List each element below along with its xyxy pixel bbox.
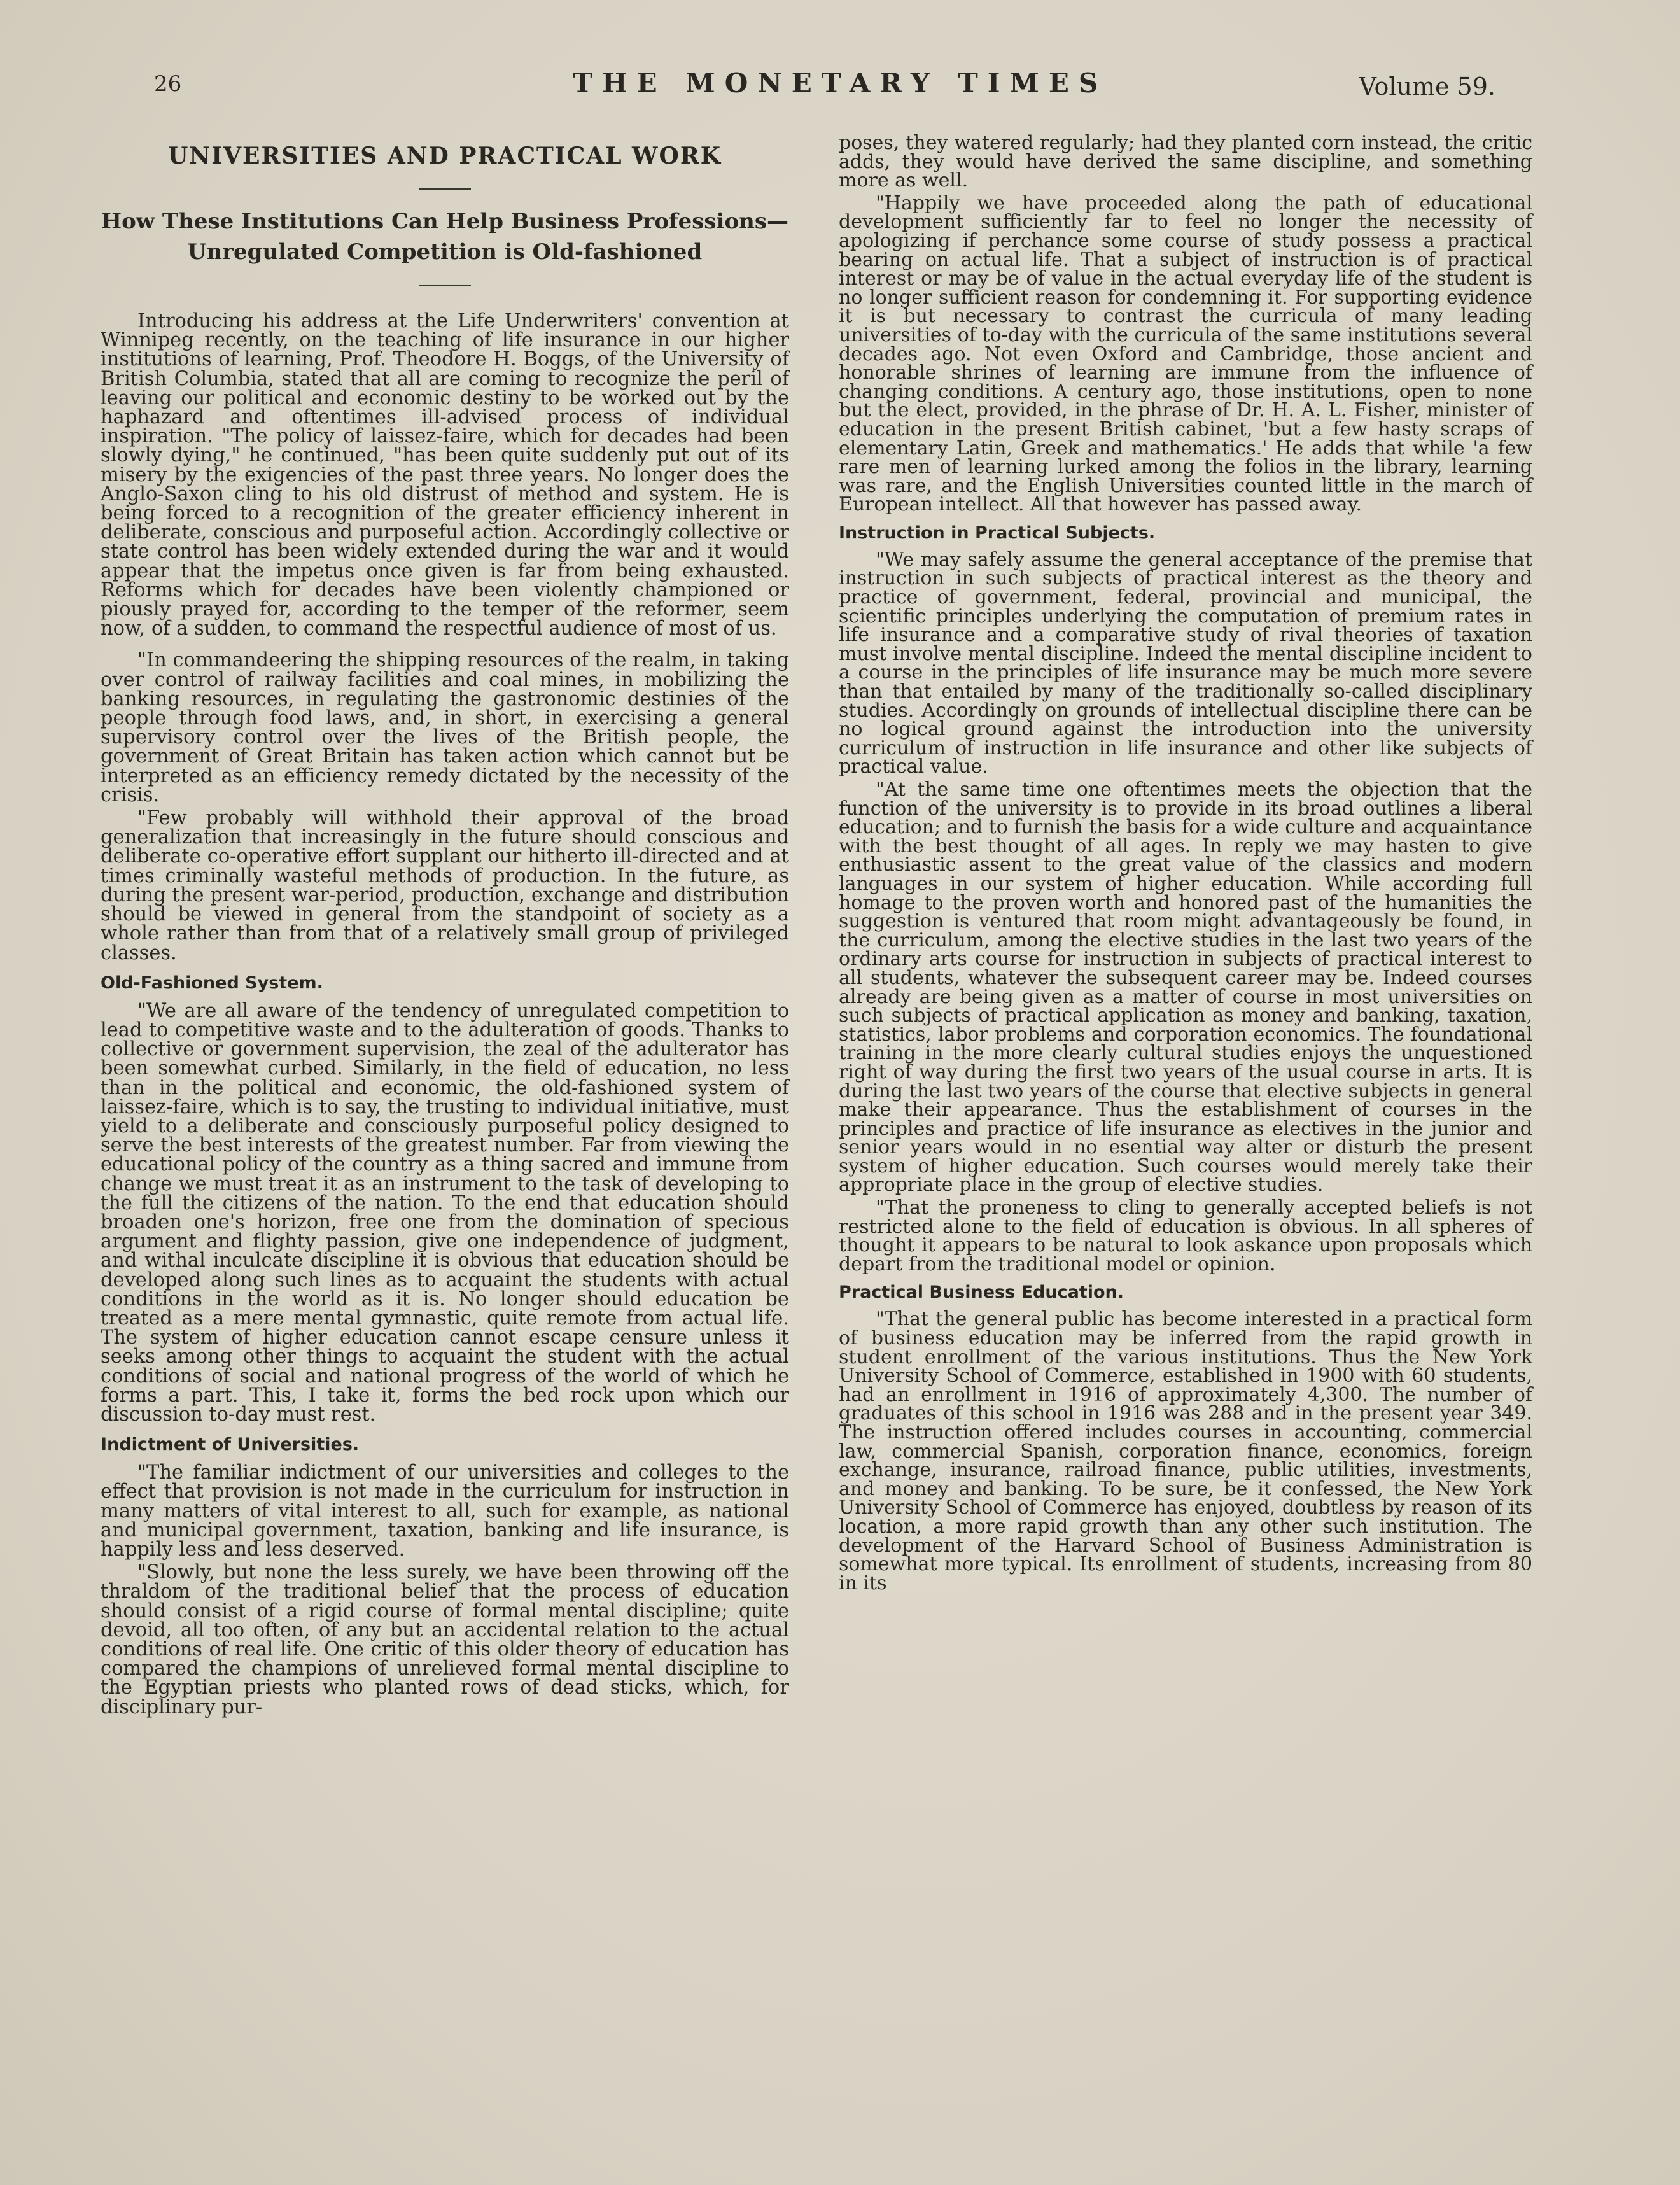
page-header <box>0 67 1680 109</box>
title-divider <box>419 188 471 190</box>
paragraph: "We may safely assume the general acceptance of the premise that instruction in such subjects of practical interest as the theory and practice of government, federal, provincial and municipal, the scientific principles underlying the computation of premium rates in life insurance and a comparative study of rival theories of taxation must involve mental discipline. Indeed the mental discipline incident to a course in the principles of life insurance may be much more severe than that entailed by many of the traditionally so-called disciplinary studies. Accordingly on grounds of intellectual discipline there can be no logical ground against the introduction into the university curriculum of instruction in life insurance and other like subjects of practical value. <box>839 548 1532 778</box>
paragraph: "Happily we have proceeded along the path of educational development sufficiently far to feel no longer the necessity of apologizing if perchance some course of study possess a practical bearing on actual life. That a subject of instruction is of practical interest or may be of value in the actual everyday life of the student is no longer sufficient reason for condemning it. For supporting evidence it is but necessary to contrast the curricula of many leading universities of to-day with the curricula of the same institutions several decades ago. Not even Oxford and Cambridge, those ancient and honorable shrines of learning are immune from the influence of changing conditions. A century ago, those institutions, open to none but the elect, provided, in the phrase of Dr. H. A. L. Fisher, minister of education in the present British cabinet, 'but a few hasty scraps of elementary Latin, Greek and mathematics.' He adds that while 'a few rare men of learning lurked among the folios in the library, learning was rare, and the English Universities counted little in the march of European intellect. All that however has passed away. <box>839 192 1532 516</box>
paragraph: Introducing his address at the Life Underwriters' convention at Winnipeg recently, on the teaching of life insurance in our higher institutions of learning, Prof. Theodore H. Boggs, of the University of British Columbia, stated that all are coming to recognize the peril of leaving our political and economic destiny to be worked out by the haphazard and oftentimes ill-advised process of individual inspiration. "The policy of laissez-faire, which for decades had been slowly dying," he continued, "has been quite suddenly put out of its misery by the exigencies of the past three years. No longer does the Anglo-Saxon cling to his old distrust of method and system. He is being forced to a recognition of the greater efficiency inherent in deliberate, conscious and purposeful action. Accordingly collective or state control has been widely extended during the war and it would appear that the impetus once given is far from being exhausted. Reforms which for decades have been violently championed or piously prayed for, according to the temper of the reformer, seem now, of a sudden, to command the respectful audience of most of us. <box>101 310 789 640</box>
paragraph: "That the proneness to cling to generally accepted beliefs is not restricted alone to the field of education is obvious. In all spheres of thought it appears to be natural to look askance upon proposals which depart from the traditional model or opinion. <box>839 1197 1532 1275</box>
subtitle-line-2: Unregulated Competition is Old-fashioned <box>187 239 703 265</box>
page-number: 26 <box>154 71 182 97</box>
article-subtitle <box>101 206 789 267</box>
left-column <box>101 134 789 1721</box>
paragraph: "At the same time one oftentimes meets the objection that the function of the university is to provide in its broad outlines a liberal education; and to furnish the basis for a wide culture and acquaintance with the best thought of all ages. In reply we may hasten to give enthusiastic assent to the great value of the classics and modern languages in our system of higher education. While according full homage to the proven worth and honored past of the humanities the suggestion is ventured that room might advantageously be found, in the curriculum, among the elective studies in the last two years of the ordinary arts course for instruction in subjects of practical interest to all students, whatever the subsequent career may be. Indeed courses already are being given as a matter of course in most universities on such subjects of practical application as money and banking, taxation, statistics, labor problems and corporation economics. The foundational training in the more clearly cultural studies enjoys the unquestioned right of way during the first two years of the usual course in arts. It is during the last two years of the course that elective subjects in general make their appearance. Thus the establishment of courses in the principles and practice of life insurance as electives in the junior and senior years would in no esential way alter or disturb the present system of higher education. Such courses would merely take their appropriate place in the group of elective studies. <box>839 778 1532 1197</box>
paragraph: "We are all aware of the tendency of unregulated competition to lead to competitive waste and to the adulteration of goods. Thanks to collective or government supervision, the zeal of the adulterator has been somewhat curbed. Similarly, in the field of education, no less than in the political and economic, the old-fashioned system of laissez-faire, which is to say, the trusting to individual initiative, must yield to a deliberate and consciously purposeful policy designed to serve the best interests of the greatest number. Far from viewing the educational policy of the country as a thing sacred and immune from change we must treat it as an instrument to the task of developing to the full the citizens of the nation. To the end that education should broaden one's horizon, free one from the domination of specious argument and flighty passion, give one independence of judgment, and withal inculcate discipline it is obvious that education should be developed along such lines as to acquaint the students with actual conditions in the world as it is. No longer should education be treated as a mere mental gymnastic, quite remote from actual life. The system of higher education cannot escape censure unless it seeks among other things to acquaint the student with the actual conditions of social and national progress of the world of which he forms a part. This, I take it, forms the bed rock upon which our discussion to-day must rest. <box>101 999 789 1426</box>
paragraph: poses, they watered regularly; had they planted corn instead, the critic adds, they would have derived the same discipline, and something more as well. <box>839 132 1532 192</box>
paragraph: "In commandeering the shipping resources of the realm, in taking over control of railway facilities and coal mines, in mobilizing the banking resources, in regulating the gastronomic destinies of the people through food laws, and, in short, in exercising a general supervisory control over the lives of the British people, the government of Great Britain has taken action which cannot but be interpreted as an efficiency remedy dictated by the necessity of the crisis. <box>101 649 789 806</box>
paragraph: "The familiar indictment of our universities and colleges to the effect that provision is not made in the curriculum for instruction in many matters of vital interest to all, such for example, as national and municipal government, taxation, banking and life insurance, is happily less and less deserved. <box>101 1461 789 1561</box>
section-heading: Instruction in Practical Subjects. <box>839 523 1156 543</box>
paragraph: "Slowly, but none the less surely, we have been throwing off the thraldom of the traditional belief that the process of education should consist of a rigid course of formal mental discipline; quite devoid, all too often, of any but an accidental relation to the actual conditions of real life. One critic of this older theory of education has compared the champions of unrelieved formal mental discipline to the Egyptian priests who planted rows of dead sticks, which, for disciplinary pur- <box>101 1561 789 1718</box>
subtitle-divider <box>419 285 471 286</box>
right-column <box>839 134 1532 1596</box>
subtitle-line-1: How These Institutions Can Help Business Professions— <box>101 209 789 234</box>
paragraph: "Few probably will withhold their approval of the broad generalization that increasingly in the future should conscious and deliberate co-operative effort supplant our hitherto ill-directed and at times criminally wasteful methods of production. In the future, as during the present war-period, production, exchange and distribution should be viewed in general from the standpoint of society as a whole rather than from that of a relatively small group of privileged classes. <box>101 807 789 964</box>
section-heading: Old-Fashioned System. <box>101 973 323 993</box>
paragraph: "That the general public has become interested in a practical form of business education may be inferred from the rapid growth in student enrollment of the various institutions. Thus the New York University School of Commerce, established in 1900 with 60 students, had an enrollment in 1916 of approximately 4,300. The number of graduates of this school in 1916 was 288 and in the present year 349. The instruction offered includes courses in accounting, commercial law, commercial Spanish, corporation finance, economics, foreign exchange, insurance, railroad finance, public utilities, investments, and money and banking. To be sure, be it confessed, the New York University School of Commerce has enjoyed, doubtless by reason of its location, a more rapid growth than any other such institution. The development of the Harvard School of Business Administration is somewhat more typical. Its enrollment of students, increasing from 80 in its <box>839 1308 1532 1594</box>
journal-title: THE MONETARY TIMES <box>572 67 1108 99</box>
volume-label: Volume 59. <box>1359 73 1495 101</box>
section-heading: Indictment of Universities. <box>101 1435 360 1455</box>
article-title: UNIVERSITIES AND PRACTICAL WORK <box>167 143 722 169</box>
section-heading: Practical Business Education. <box>839 1282 1124 1303</box>
